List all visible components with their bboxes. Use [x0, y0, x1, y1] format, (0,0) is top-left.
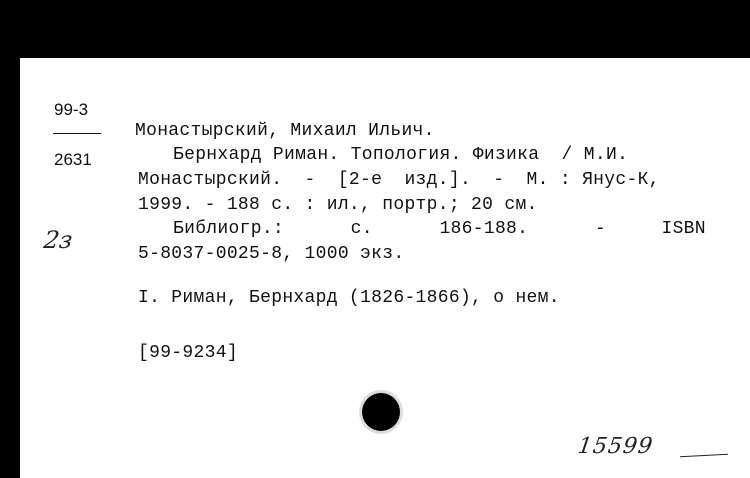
call-number-top: 99-3	[54, 100, 89, 119]
title-line: Бернхард Риман. Топология. Физика / М.И.	[173, 145, 629, 165]
call-number-divider	[53, 133, 101, 134]
inventory-number: 15599	[576, 434, 655, 459]
punch-hole	[362, 393, 400, 431]
subject-line: I. Риман, Бернхард (1826-1866), о нем.	[138, 288, 560, 308]
author-heading: Монастырский, Михаил Ильич.	[135, 121, 435, 141]
pagination-line: 1999. - 188 с. : ил., портр.; 20 см.	[138, 195, 538, 215]
record-number: [99-9234]	[138, 343, 238, 363]
edition-line: Монастырский. - [2-е изд.]. - М. : Янус-К,	[138, 170, 660, 190]
handwritten-mark: 2з	[42, 226, 75, 254]
bibliography-line: Библиогр.: с. 186-188. - ISBN	[173, 219, 706, 239]
isbn-line: 5-8037-0025-8, 1000 экз.	[138, 244, 405, 264]
call-number-bottom: 2631	[54, 150, 92, 169]
